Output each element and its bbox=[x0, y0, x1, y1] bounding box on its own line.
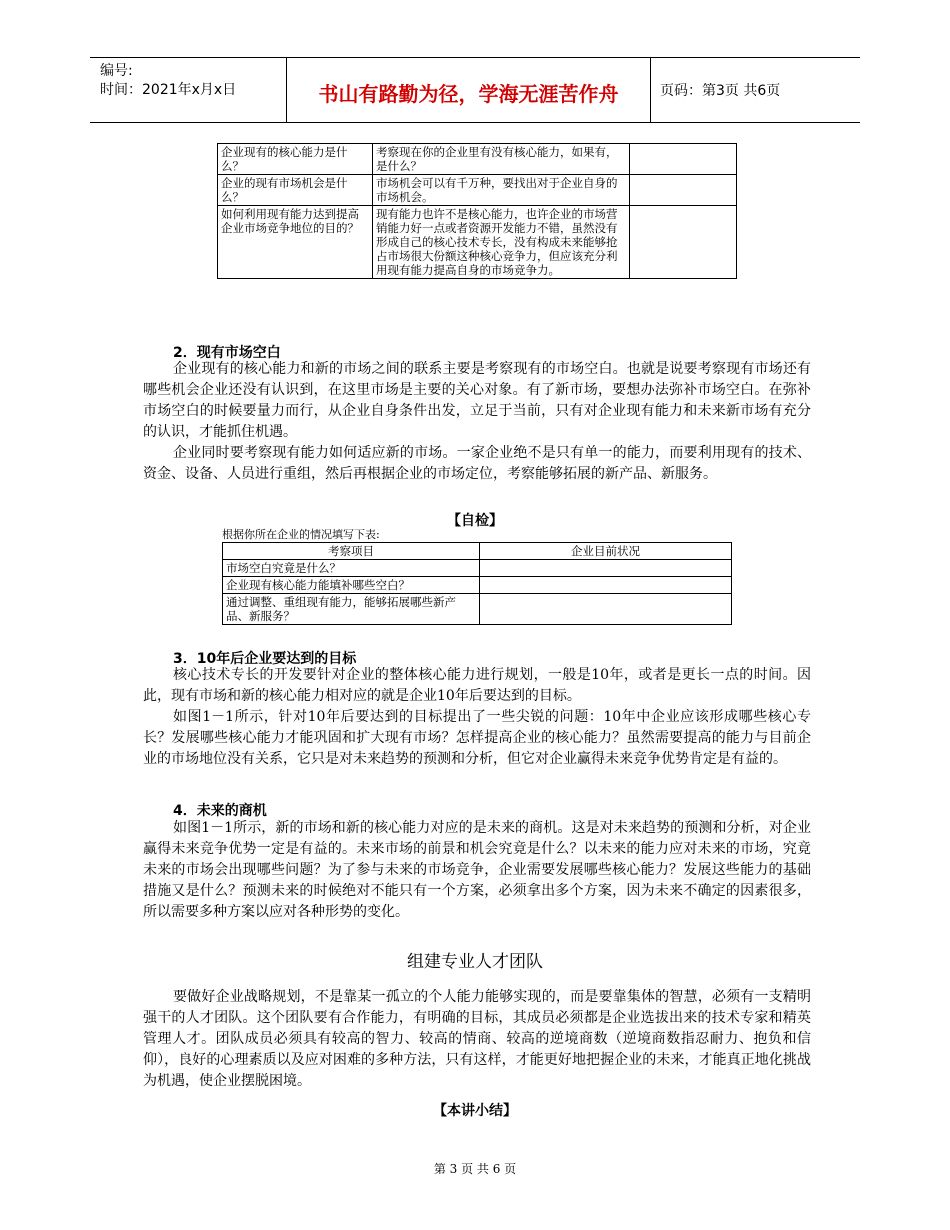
paragraph: 如图1－1所示，针对10年后要达到的目标提出了一些尖锐的问题：10年中企业应该形成哪些核心专长？发展哪些核心能力才能巩固和扩大现有市场？怎样提高企业的核心能力？虽然需要提高的能力与目前企业的市场地位没有关系，它只是对未来趋势的预测和分析，但它对企业赢得未来竞争优势肯定是有益的。 bbox=[143, 709, 811, 767]
table-row bbox=[223, 577, 732, 594]
paragraph: 核心技术专长的开发要针对企业的整体核心能力进行规划，一般是10年，或者是更长一点的时间。因此，现有市场和新的核心能力相对应的就是企业10年后要达到的目标。 bbox=[143, 667, 811, 704]
section-body bbox=[143, 818, 811, 923]
paragraph: 要做好企业战略规划，不是靠某一孤立的个人能力能够实现的，而是要靠集体的智慧，必须有一支精明强干的人才团队。这个团队要有合作能力，有明确的目标，其成员必须都是企业选拔出来的技术专家和精英管理人才。团队成员必须具有较高的智力、较高的情商、较高的逆境商数（逆境商数指忍耐力、抱负和信仰），良好的心理素质以及应对困难的多种方法，只有这样，才能更好地把握企业的未来，才能真正地化挑战为机遇，使企业摆脱困境。 bbox=[143, 989, 811, 1089]
summary-title: 【本讲小结】 bbox=[433, 1103, 517, 1119]
question-cell: 企业现有的核心能力是什么？ bbox=[218, 144, 373, 175]
section-body bbox=[143, 359, 811, 485]
header-divider bbox=[650, 58, 651, 122]
selfcheck-intro: 根据你所在企业的情况填写下表: bbox=[222, 528, 380, 541]
blank-cell[interactable] bbox=[630, 206, 737, 279]
question-cell: 企业的现有市场机会是什么？ bbox=[218, 175, 373, 206]
time-label: 时间：2021年x月x日 bbox=[100, 82, 237, 98]
status-cell[interactable] bbox=[480, 594, 732, 625]
section-heading: 3．10年后企业要达到的目标 bbox=[173, 651, 357, 667]
item-cell: 企业现有核心能力能填补哪些空白？ bbox=[223, 577, 480, 594]
team-title: 组建专业人才团队 bbox=[407, 952, 543, 972]
blank-cell[interactable] bbox=[630, 144, 737, 175]
answer-cell: 考察现在你的企业里有没有核心能力，如果有，是什么？ bbox=[373, 144, 630, 175]
header-page-number: 页码：第3页 共6页 bbox=[660, 83, 781, 99]
section-heading: 2．现有市场空白 bbox=[173, 345, 281, 361]
item-cell: 市场空白究竟是什么？ bbox=[223, 560, 480, 577]
page-footer: 第 3 页 共 6 页 bbox=[433, 1162, 517, 1176]
paragraph: 如图1－1所示，新的市场和新的核心能力对应的是未来的商机。这是对未来趋势的预测和分析，对企业赢得未来竞争优势一定是有益的。未来市场的前景和机会究竟是什么？以未来的能力应对未来的市场，究竟未来的市场会出现哪些问题？为了参与未来的市场竞争，企业需要发展哪些核心能力？发展这些能力的基础措施又是什么？预测未来的时候绝对不能只有一个方案，必须拿出多个方案，因为未来不确定的因素很多，所以需要多种方案以应对各种形势的变化。 bbox=[143, 820, 811, 920]
section-body bbox=[143, 665, 811, 770]
paragraph: 企业同时要考察现有能力如何适应新的市场。一家企业绝不是只有单一的能力，而要利用现有的技术、资金、设备、人员进行重组，然后再根据企业的市场定位，考察能够拓展的新产品、新服务。 bbox=[143, 445, 811, 482]
table-header-row bbox=[223, 543, 732, 560]
selfcheck-title: 【自检】 bbox=[447, 513, 503, 529]
core-ability-table bbox=[217, 143, 737, 279]
answer-cell: 市场机会可以有千万种，要找出对于企业自身的市场机会。 bbox=[373, 175, 630, 206]
header-motto: 书山有路勤为径，学海无涯苦作舟 bbox=[318, 82, 619, 106]
table-row bbox=[218, 206, 737, 279]
section-heading: 4．未来的商机 bbox=[173, 803, 267, 819]
column-header: 考察项目 bbox=[223, 543, 480, 560]
column-header: 企业目前状况 bbox=[480, 543, 732, 560]
status-cell[interactable] bbox=[480, 577, 732, 594]
answer-cell: 现有能力也许不是核心能力，也许企业的市场营销能力好一点或者资源开发能力不错，虽然没有形成自己的核心技术专长，没有构成未来能够抢占市场很大份额这种核心竞争力，但应该充分利用现有能力提高自身的市场竞争力。 bbox=[373, 206, 630, 279]
item-cell: 通过调整、重组现有能力，能够拓展哪些新产品、新服务？ bbox=[223, 594, 480, 625]
table-row bbox=[223, 594, 732, 625]
table-row bbox=[218, 144, 737, 175]
table-row bbox=[223, 560, 732, 577]
status-cell[interactable] bbox=[480, 560, 732, 577]
question-cell: 如何利用现有能力达到提高企业市场竞争地位的目的？ bbox=[218, 206, 373, 279]
code-label: 编号: bbox=[100, 63, 133, 79]
page-header bbox=[90, 57, 860, 123]
table-row bbox=[218, 175, 737, 206]
header-meta bbox=[100, 62, 236, 100]
team-body bbox=[143, 987, 811, 1092]
selfcheck-table bbox=[222, 542, 732, 625]
blank-cell[interactable] bbox=[630, 175, 737, 206]
paragraph: 企业现有的核心能力和新的市场之间的联系主要是考察现有的市场空白。也就是说要考察现有市场还有哪些机会企业还没有认识到，在这里市场是主要的关心对象。有了新市场，要想办法弥补市场空白。在弥补市场空白的时候要量力而行，从企业自身条件出发，立足于当前，只有对企业现有能力和未来新市场有充分的认识，才能抓住机遇。 bbox=[143, 361, 811, 440]
